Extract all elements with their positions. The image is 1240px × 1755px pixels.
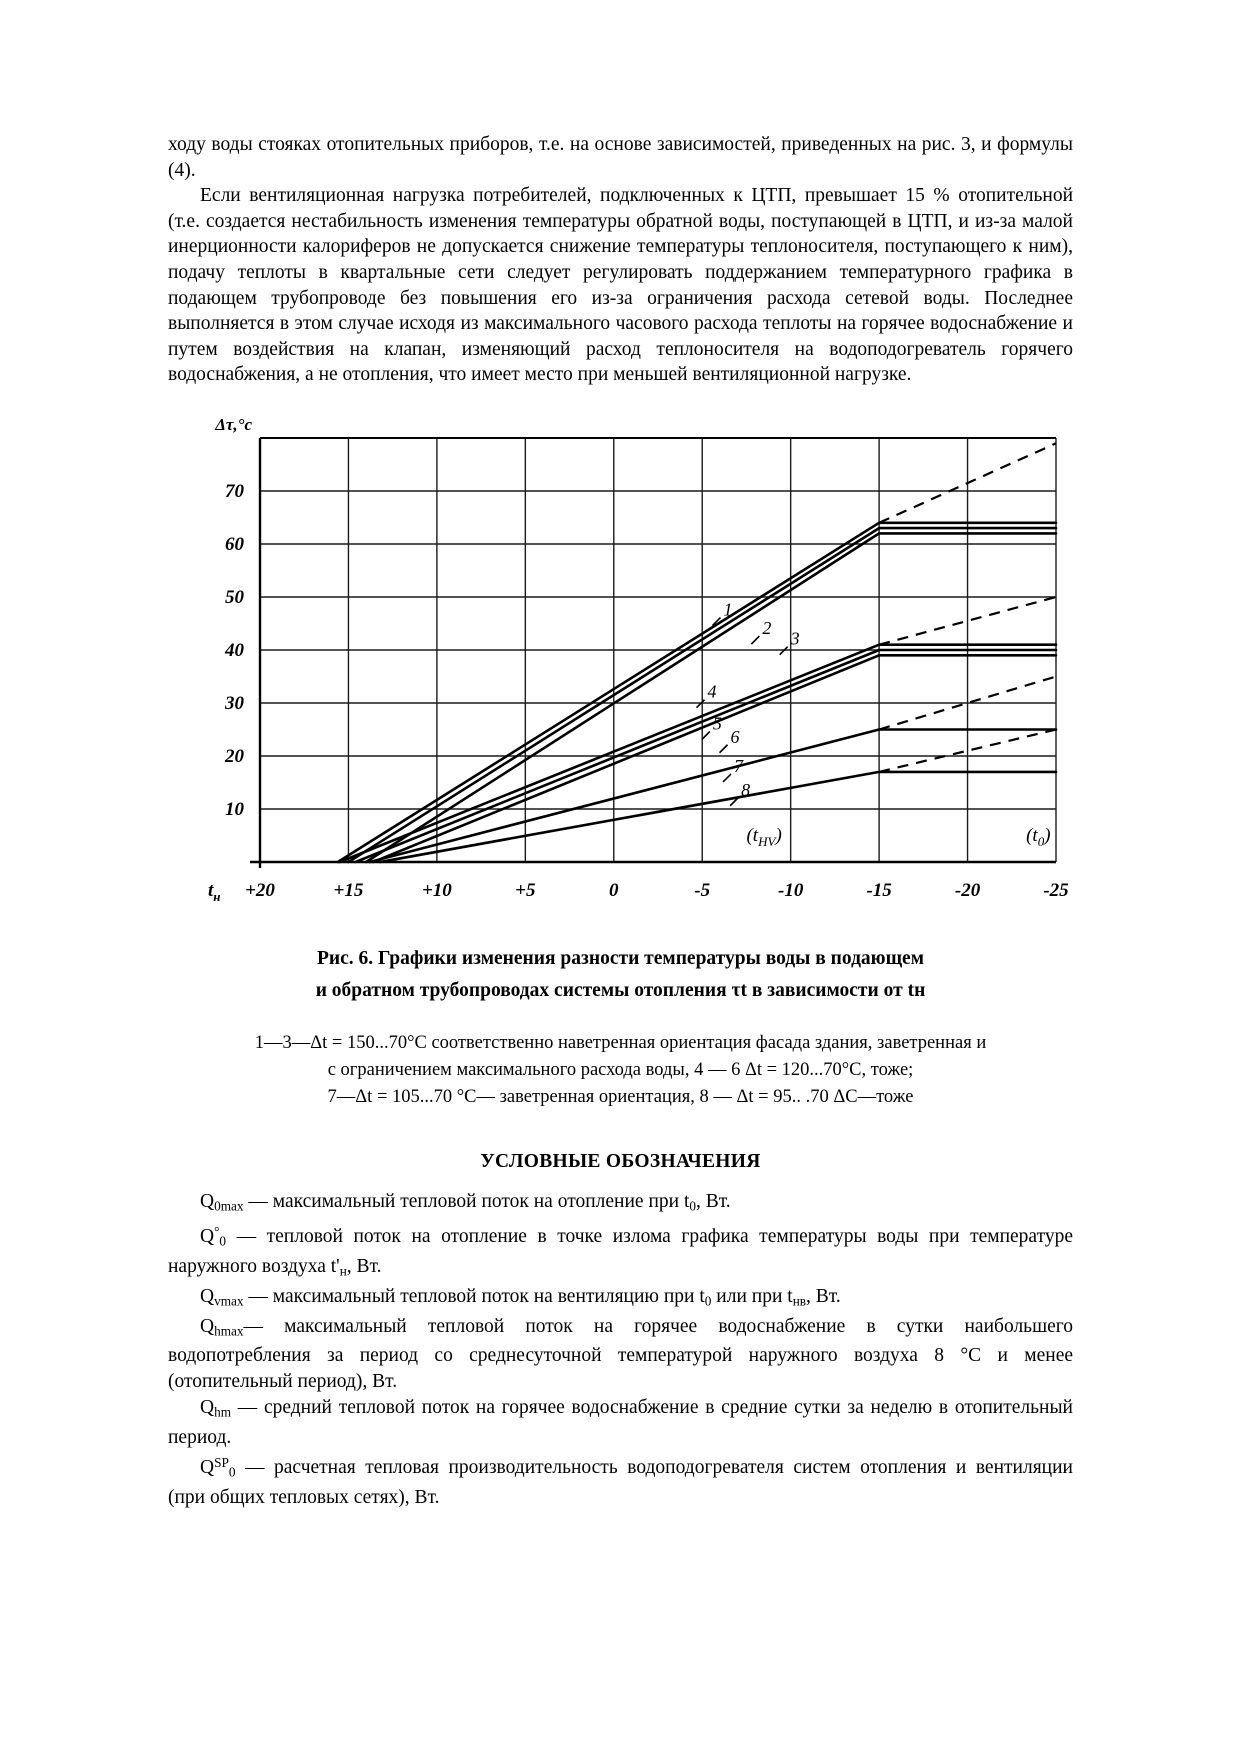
x-axis-tick-label: -5: [694, 879, 711, 901]
symbol-definition: [168, 1395, 1073, 1451]
annotation-close: ): [775, 824, 782, 846]
definition-text: — максимальный тепловой поток на горячее водоснабжение в сутки наибольшего водопотребления за период со среднесуточной температурой наружного воздуха 8 °С и менее (отопительный период), Вт.: [168, 1315, 1073, 1393]
chart-annotation: $(t_0)$: [1026, 824, 1051, 849]
annotation-close: ): [1044, 824, 1051, 846]
symbol-definition: [168, 1189, 1073, 1219]
y-axis-tick-label: 20: [225, 745, 244, 767]
series-label-leader: [723, 774, 731, 782]
y-axis-tick-label: 30: [225, 692, 244, 714]
paragraph-1: ходу воды стояках отопительных приборов, т.е. на основе зависимостей, приведенных на рис. 3, и формулы (4).: [168, 134, 1073, 181]
symbol-subscript: 0max: [214, 1198, 244, 1214]
y-axis-tick-label: 40: [225, 639, 244, 661]
chart-series-group: [338, 443, 1056, 862]
symbol-token: $Q_{vmax}$: [200, 1285, 244, 1308]
chart-labels: [208, 415, 1069, 904]
chart-series-line: [340, 645, 1056, 862]
symbol-token: $Q_{hm}$: [200, 1396, 232, 1419]
section-title-symbols: УСЛОВНЫЕ ОБОЗНАЧЕНИЯ: [480, 1150, 761, 1172]
figure-legend-line-1: 1—3—Δt = 150...70°С соответственно наветренная ориентация фасада здания, заветренная и: [254, 1032, 987, 1053]
definition-text: — максимальный тепловой поток на отопление при $t_0$, Вт.: [243, 1190, 731, 1214]
x-axis-tick-label: -10: [778, 879, 804, 901]
x-axis-tick-label: +10: [421, 879, 452, 901]
symbol-token: $Q_{0max}$: [200, 1190, 244, 1214]
x-axis-tick-label: +15: [333, 879, 364, 901]
x-axis-tick-label: +5: [515, 879, 536, 901]
y-axis-tick-label: 70: [225, 480, 244, 502]
annotation-subscript: HV: [758, 833, 776, 849]
x-axis-title: $t_н$: [208, 879, 221, 904]
symbol-subscript: 0: [228, 1464, 236, 1480]
x-axis-tick-label: -20: [954, 879, 981, 901]
definition-text: — расчетная тепловая производительность водоподогревателя систем отопления и вентиляции (при общих тепловых сетях), Вт.: [168, 1457, 1073, 1508]
symbol-subscript: hm: [214, 1403, 232, 1419]
symbol-subscript: hmax: [214, 1322, 244, 1338]
figure-legend-line-2: с ограничением максимального расхода воды, 4 — 6 Δt = 120...70°С, тоже;: [327, 1059, 914, 1080]
series-label: 6: [730, 726, 740, 747]
series-label-leader: [720, 745, 728, 753]
page-content: [168, 132, 1073, 1511]
y-axis-tick-label: 50: [225, 586, 244, 608]
x-axis-title-subscript: н: [213, 888, 221, 904]
definition-text: — максимальный тепловой поток на вентиляцию при $t_0$ или при $t_{нв}$, Вт.: [243, 1285, 841, 1308]
symbol-definition: [168, 1219, 1073, 1284]
chart-annotation: $(t_{HV})$: [746, 824, 782, 849]
figure-6: [168, 410, 1073, 940]
y-axis-title: Δτ,°c: [215, 414, 252, 434]
chart-canvas: [168, 410, 1073, 940]
series-label: 2: [762, 618, 772, 639]
symbol-superscript: °: [214, 1223, 220, 1239]
figure-caption-line-1: Рис. 6. Графики изменения разности температуры воды в подающем: [317, 947, 924, 969]
symbol-superscript: SP: [214, 1455, 229, 1471]
annotation-subscript: 0: [1037, 833, 1045, 849]
symbol-definitions-list: [168, 1189, 1073, 1511]
series-label-leader: [697, 700, 705, 708]
temperature-difference-chart: [168, 410, 1073, 940]
x-axis-tick-label: +20: [245, 879, 275, 901]
symbol-token: $Q^\circ_0$: [200, 1223, 227, 1249]
chart-series-line: [370, 726, 1056, 862]
definition-text: — средний тепловой поток на горячее водоснабжение в средние сутки за неделю в отопительный период.: [168, 1396, 1073, 1448]
series-label: 7: [734, 755, 744, 776]
x-axis-tick-label: -15: [866, 879, 892, 901]
symbol-subscript: vmax: [214, 1292, 244, 1308]
series-label: 4: [707, 681, 717, 702]
symbol-definition: [168, 1314, 1073, 1395]
paragraph-2: Если вентиляционная нагрузка потребителей, подключенных к ЦТП, превышает 15 % отопительной (т.е. создается нестабильность изменения температуры обратной воды, поступающей в ЦТП, и из-за малой инерционности калориферов не допускается снижение температуры теплоносителя, поступающего к ним), подачу теплоты в квартальные сети следует регулировать поддержанием температурного графика в подающем трубопроводе без повышения его из-за ограничения расхода сетевой воды. Последнее выполняется в этом случае исходя из максимального часового расхода теплоты на горячее водоснабжение и путем воздействия на клапан, изменяющий расход теплоносителя на водоподогреватель горячего водоснабжения, а не отопления, что имеет место при меньшей вентиляционной нагрузке.: [168, 185, 1073, 386]
series-label: 5: [712, 713, 722, 734]
figure-legend-line-3: 7—Δt = 105...70 °С— заветренная ориентация, 8 — Δt = 95.. .70 ΔС—тоже: [327, 1086, 914, 1107]
y-axis-tick-label: 10: [225, 798, 244, 820]
symbol-definition: [168, 1284, 1073, 1314]
x-axis-tick-label: 0: [609, 879, 619, 901]
x-axis-tick-label: -25: [1043, 879, 1069, 901]
figure-legend: [168, 1030, 1073, 1111]
symbol-token: $Q^{SP}_0$: [200, 1455, 236, 1480]
series-label-leader: [780, 647, 788, 655]
series-label-leader: [702, 731, 710, 739]
symbol-definition: [168, 1450, 1073, 1510]
definition-text: — тепловой поток на отопление в точке излома графика температуры воды при температуре наружного воздуха $t'_н$, Вт.: [168, 1225, 1073, 1279]
series-label: 1: [723, 599, 733, 620]
series-label-leader: [751, 636, 759, 644]
symbol-token: $Q_{hmax}$: [200, 1315, 244, 1338]
series-label: 3: [790, 628, 800, 649]
symbol-subscript: 0: [219, 1233, 227, 1249]
figure-caption-line-2: и обратном трубопроводах системы отопления τt в зависимости от tн: [315, 979, 926, 1001]
chart-gridlines: [250, 438, 1056, 868]
series-label: 8: [741, 779, 751, 800]
y-axis-tick-label: 60: [225, 533, 244, 555]
